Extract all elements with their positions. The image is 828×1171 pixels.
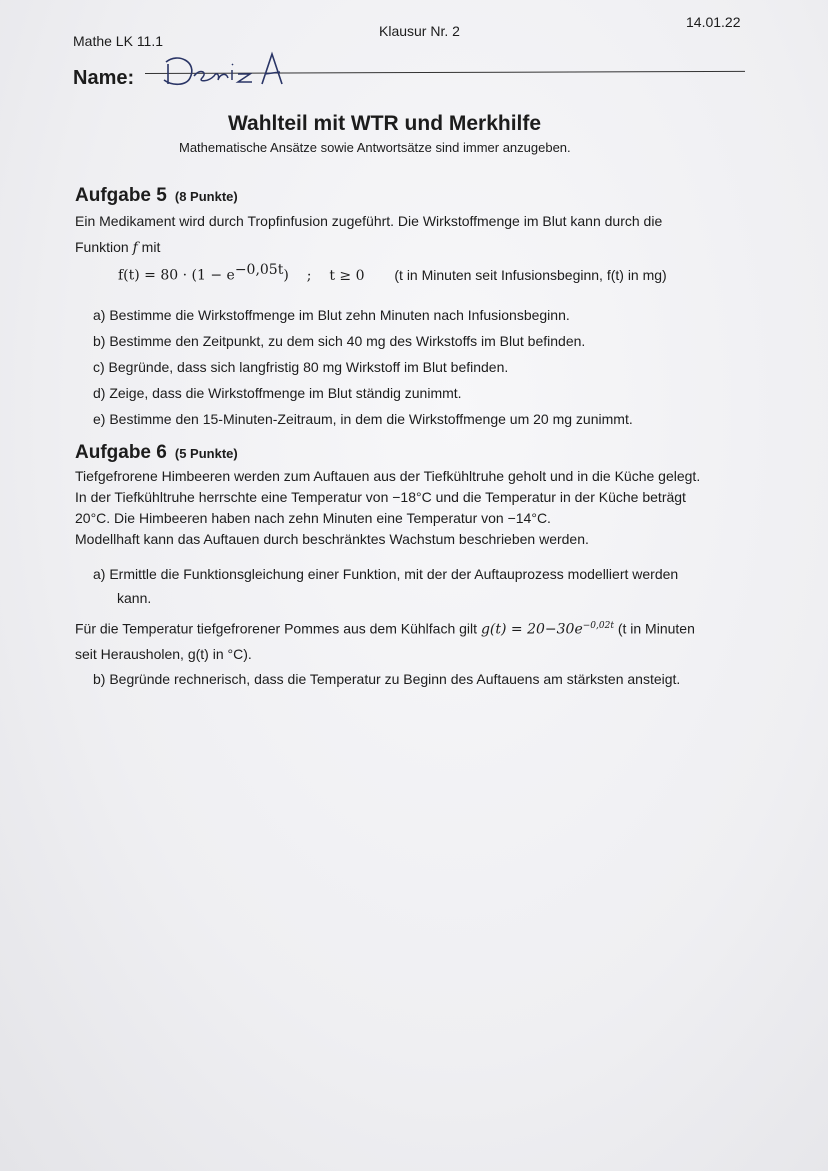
task6-heading <box>75 442 238 464</box>
name-label: Name: <box>73 67 135 89</box>
task5-heading <box>75 185 238 207</box>
exam-date: 14.01.22 <box>686 14 741 30</box>
task6-title: Aufgabe 6 <box>75 442 167 463</box>
task5-formula <box>118 262 667 284</box>
handwritten-name <box>158 50 308 92</box>
formula-condition: t ≥ 0 <box>329 267 365 284</box>
task5-intro-line2: Funktion f mit <box>75 239 161 256</box>
course-label: Mathe LK 11.1 <box>73 33 164 49</box>
formula-main: f(t) = 80 · (1 − e <box>118 267 235 284</box>
task6-pommes-text <box>75 614 765 666</box>
pommes-formula: g(t) = 20−30e <box>480 621 583 638</box>
task6-intro-line3: 20°C. Die Himbeeren haben nach zehn Minuten eine Temperatur von −14°C. <box>75 510 551 526</box>
task5-title: Aufgabe 5 <box>75 185 167 206</box>
task5-points: (8 Punkte) <box>174 189 238 204</box>
task6-pommes-line1: Für die Temperatur tiefgefrorener Pommes aus dem Kühlfach gilt $g(t) = 20-30e^{-0,02t}$ (t in Minuten <box>75 620 695 638</box>
formula-exponent: −0,05t <box>234 262 284 278</box>
formula-separator: ; <box>306 267 312 284</box>
task5-item-d: d) Zeige, dass die Wirkstoffmenge im Blut ständig zunimmt. <box>93 385 462 401</box>
task5-item-c: c) Begründe, dass sich langfristig 80 mg Wirkstoff im Blut befinden. <box>93 359 509 375</box>
task5-subtasks <box>93 302 633 432</box>
task6-item-a <box>93 562 753 610</box>
task6-intro-line1: Tiefgefrorene Himbeeren werden zum Auftauen aus der Tiefkühltruhe geholt und in die Küche gelegt. <box>75 468 701 484</box>
pommes-exponent: −0,02t <box>582 621 614 631</box>
exam-title: Klausur Nr. 2 <box>379 23 460 39</box>
page-title: Wahlteil mit WTR und Merkhilfe <box>228 112 542 135</box>
formula-note: (t in Minuten seit Infusionsbeginn, f(t) in mg) <box>394 266 667 283</box>
task6-item-b: b) Begründe rechnerisch, dass die Temperatur zu Beginn des Auftauens am stärksten ansteigt. <box>93 671 681 687</box>
task5-item-a: a) Bestimme die Wirkstoffmenge im Blut zehn Minuten nach Infusionsbeginn. <box>93 307 570 323</box>
task6-intro-line4: Modellhaft kann das Auftauen durch beschränktes Wachstum beschrieben werden. <box>75 531 589 547</box>
task6-intro <box>75 466 765 550</box>
task5-intro-line1: Ein Medikament wird durch Tropfinfusion zugeführt. Die Wirkstoffmenge im Blut kann durch die <box>75 213 663 229</box>
task5-intro <box>75 208 755 261</box>
task5-item-b: b) Bestimme den Zeitpunkt, zu dem sich 40 mg des Wirkstoffs im Blut befinden. <box>93 333 586 349</box>
formula-close: ) <box>283 267 289 284</box>
task5-item-e: e) Bestimme den 15-Minuten-Zeitraum, in dem die Wirkstoffmenge um 20 mg zunimmt. <box>93 411 633 427</box>
task6-item-a-line1: a) Ermittle die Funktionsgleichung einer Funktion, mit der der Auftauprozess modelliert werden <box>93 566 679 582</box>
task6-pommes-line2: seit Herausholen, g(t) in °C). <box>75 645 252 662</box>
task6-points: (5 Punkte) <box>174 446 238 461</box>
task6-intro-line2: In der Tiefkühltruhe herrschte eine Temperatur von −18°C und die Temperatur in der Küche beträgt <box>75 489 686 505</box>
page-subtitle: Mathematische Ansätze sowie Antwortsätze sind immer anzugeben. <box>179 140 571 155</box>
task6-item-a-line2: kann. <box>117 590 152 606</box>
